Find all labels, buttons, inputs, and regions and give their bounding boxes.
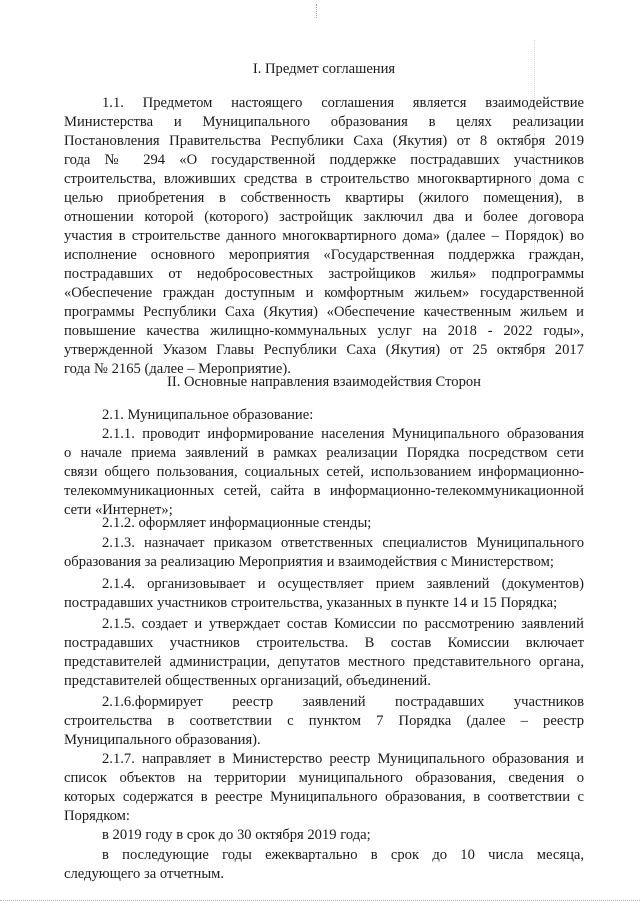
item-2-1-3 — [64, 534, 584, 572]
text-line: сети «Интернет»; — [64, 502, 173, 518]
text-line: Муниципального образования). — [64, 732, 261, 748]
text-line: программы Республики Саха (Якутия) «Обеспечение качественным жильем и — [64, 304, 584, 320]
text-line: представителей администрации, депутатов местного представительного органа, — [64, 654, 584, 670]
paragraph-1-1 — [64, 94, 584, 379]
item-2-1-2 — [64, 514, 584, 533]
text-line: 2.1.7. направляет в Министерство реестр Муниципального образования и — [102, 751, 584, 767]
text-line: Министерства и Муниципального образования в целях реализации — [64, 114, 584, 130]
text-line: образования за реализацию Мероприятия и взаимодействия с Министерством; — [64, 554, 554, 570]
text-line: года № 294 «О государственной поддержке пострадавших участников — [64, 152, 584, 168]
text-line: участия в строительстве данного многоквартирного дома» (далее – Порядок) во — [64, 228, 584, 244]
text-line: строительства, вложивших средства в строительство многоквартирного дома с — [64, 171, 584, 187]
text-line: список объектов на территории муниципального образования, сведения о — [64, 770, 584, 786]
text-line: пострадавших участников строительства. В состав Комиссии включает — [64, 635, 584, 651]
section-1-heading: I. Предмет соглашения — [252, 61, 396, 77]
text-line: 2.1. Муниципальное образование: — [102, 407, 314, 423]
item-2019 — [64, 826, 584, 845]
text-line: телекоммуникационных сетей, сайта в информационно-телекоммуникационной — [64, 483, 584, 499]
text-line: 2.1.6.формирует реестр заявлений пострадавших участников — [102, 694, 584, 710]
item-2-1-6 — [64, 693, 584, 750]
item-2-1-4 — [64, 575, 584, 613]
text-line: пострадавших от недобросовестных застройщиков жилья» подпрограммы — [64, 266, 584, 282]
item-2-1 — [64, 406, 584, 425]
text-line: о начале приема заявлений в рамках реализации Порядка посредством сети — [64, 445, 584, 461]
text-line: «Обеспечение граждан доступным и комфортным жильем» государственной — [64, 285, 584, 301]
scan-mark-top — [316, 4, 318, 18]
item-next-years — [64, 846, 584, 884]
text-line: 2.1.5. создает и утверждает состав Комиссии по рассмотрению заявлений — [102, 616, 584, 632]
text-line: Постановления Правительства Республики Саха (Якутия) от 8 октября 2019 — [64, 133, 584, 149]
text-line: связи общего пользования, социальных сетей, использованием информационно- — [64, 464, 584, 480]
text-line: в 2019 году в срок до 30 октября 2019 года; — [102, 827, 371, 843]
item-2-1-7 — [64, 750, 584, 826]
text-line: строительства в соответствии с пунктом 7 Порядка (далее – реестр — [64, 713, 584, 729]
text-line: 1.1. Предметом настоящего соглашения является взаимодействие — [102, 95, 584, 111]
text-line: в последующие годы ежеквартально в срок до 10 числа месяца, — [102, 847, 584, 863]
text-line: утвержденной Указом Главы Республики Саха (Якутия) от 25 октября 2017 — [64, 342, 584, 358]
item-2-1-1 — [64, 425, 584, 520]
item-2-1-5 — [64, 615, 584, 691]
text-line: 2.1.3. назначает приказом ответственных специалистов Муниципального — [102, 535, 584, 551]
scan-mark-bottom — [0, 900, 640, 902]
text-line: 2.1.4. организовывает и осуществляет прием заявлений (документов) — [102, 576, 584, 592]
text-line: следующего за отчетным. — [64, 866, 225, 882]
text-line: представителей общественных организаций, объединений. — [64, 673, 431, 689]
text-line: отношении которой (которого) застройщик заключил два и более договора — [64, 209, 584, 225]
text-line: повышение качества жилищно-коммунальных услуг на 2018 - 2022 годы», — [64, 323, 584, 339]
text-line: которых содержатся в реестре Муниципального образования, в соответствии с — [64, 789, 584, 805]
text-line: целью приобретения в собственность квартиры (жилого помещения), в — [64, 190, 584, 206]
text-line: 2.1.1. проводит информирование населения Муниципального образования — [102, 426, 584, 442]
text-line: пострадавших участников строительства, указанных в пункте 14 и 15 Порядка; — [64, 595, 558, 611]
text-line: 2.1.2. оформляет информационные стенды; — [102, 515, 372, 531]
text-line: Порядком: — [64, 808, 130, 824]
section-2-heading: II. Основные направления взаимодействия Сторон — [166, 374, 481, 390]
text-line: года № 2165 (далее – Мероприятие). — [64, 361, 291, 377]
text-line: исполнение основного мероприятия «Государственная поддержка граждан, — [64, 247, 584, 263]
